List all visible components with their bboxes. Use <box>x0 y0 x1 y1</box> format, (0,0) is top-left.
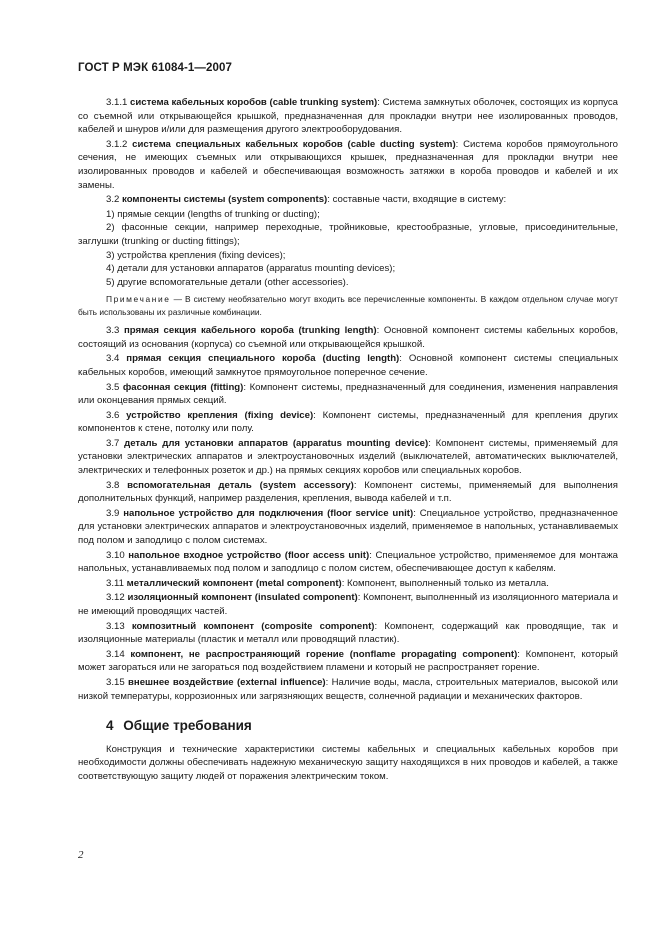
term: система специальных кабельных коробов (cable ducting system) <box>132 138 456 150</box>
clause-number: 3.14 <box>106 648 125 660</box>
definition-text: : Система замкнутых оболочек, состоящих из корпуса со съемной или открывающейся крышкой, предназначенная для прокладки внутри нее изолированных проводов, кабелей и шнуров и/или для размещения другого электрооборудования. <box>78 97 618 136</box>
term: устройство крепления (fixing device) <box>126 409 314 421</box>
term: фасонная секция (fitting) <box>122 381 244 393</box>
definition-3-6 <box>78 409 618 436</box>
clause-number: 3.5 <box>106 381 120 393</box>
definition-3-1-1 <box>78 96 618 137</box>
list-item: 5) другие вспомогательные детали (other accessories). <box>106 276 349 288</box>
definition-text: : составные части, входящие в систему: <box>327 194 507 206</box>
clause-number: 3.9 <box>106 507 120 519</box>
definition-3-10 <box>78 549 618 576</box>
list-item: 4) детали для установки аппаратов (apparatus mounting devices); <box>106 263 396 275</box>
clause-number: 3.15 <box>106 676 125 688</box>
document-header: ГОСТ Р МЭК 61084-1—2007 <box>78 62 232 74</box>
definition-text: : Компонент системы, применяемый для установки электрических аппаратов и электроустановочных изделий (выключателей, автоматических выключателей, электрических и телефонных розеток и др.) на прямых секциях коробов или специальных коробов. <box>78 437 618 477</box>
note-text: — В систему необязательно могут входить все перечисленные компоненты. В каждом отдельном случае могут быть использованы их различные комбинации. <box>78 294 618 317</box>
clause-number: 3.10 <box>106 549 125 561</box>
list-item: 2) фасонные секции, например переходные, тройниковые, крестообразные, угловые, присоединительные, заглушки (trunking or ducting fittings); <box>78 222 618 247</box>
definition-text: : Основной компонент системы специальных кабельных коробов, имеющий замкнутое прямоугольное поперечное сечение. <box>78 353 618 378</box>
note <box>78 293 618 318</box>
definition-text: : Компонент системы, предназначенный для крепления других компонентов к стене, потолку или полу. <box>78 409 618 435</box>
definition-text: : Основной компонент системы кабельных коробов, состоящий из основания (корпуса) со съемной или открывающейся крышкой. <box>78 325 618 350</box>
term: компоненты системы (system components) <box>122 194 328 206</box>
term: деталь для установки аппаратов (apparatus mounting device) <box>124 437 429 449</box>
definition-text: : Специальное устройство, применяемое для монтажа напольных, устанавливаемых под полом и заподлицо с полом систем, обеспечивающее доступ к кабелям. <box>78 549 618 575</box>
section-heading <box>106 719 618 733</box>
definition-3-3 <box>78 324 618 351</box>
list-item: 3) устройства крепления (fixing devices); <box>106 249 286 261</box>
definition-3-5 <box>78 381 618 408</box>
definition-text: : Специальное устройство, предназначенное для установки электрических аппаратов и электроустановочных изделий, применяемое в напольных, устанавливаемых под полом и заподлицо с полом системах. <box>78 507 618 547</box>
definition-text: : Компонент, содержащий как проводящие, так и изоляционные материалы (пластик и металл или проводящий пластик). <box>78 620 618 646</box>
definition-3-1-2 <box>78 138 618 192</box>
document-body <box>78 96 618 785</box>
term: внешнее воздействие (external influence) <box>128 676 326 688</box>
clause-number: 3.8 <box>106 479 120 491</box>
term: напольное устройство для подключения (floor service unit) <box>123 507 414 519</box>
definition-3-7 <box>78 437 618 478</box>
definition-3-8 <box>78 479 618 506</box>
term: прямая секция специального короба (ducting length) <box>126 353 400 365</box>
clause-number: 3.1.2 <box>106 138 128 150</box>
definition-3-9 <box>78 507 618 548</box>
definition-text: : Наличие воды, масла, строительных материалов, высокой или низкой температуры, коррозионных или загрязняющих веществ, солнечной радиации и механических факторов. <box>78 676 618 702</box>
clause-number: 3.1.1 <box>106 97 128 108</box>
term: напольное входное устройство (floor access unit) <box>128 549 370 561</box>
definition-3-11 <box>78 577 618 591</box>
clause-number: 3.4 <box>106 353 120 365</box>
term: компонент, не распространяющий горение (nonflame propagating component) <box>130 648 518 660</box>
definition-text: : Компонент, который может загораться или не загораться под воздействием пламени и который не распространяет горение. <box>78 648 618 674</box>
term: система кабельных коробов (cable trunking system) <box>130 97 378 108</box>
term: вспомогательная деталь (system accessory) <box>127 479 354 491</box>
definition-3-13 <box>78 620 618 647</box>
clause-number: 3.2 <box>106 194 120 206</box>
note-label: Примечание <box>106 294 171 305</box>
clause-number: 3.11 <box>106 577 124 589</box>
definition-3-14 <box>78 648 618 675</box>
clause-number: 3.3 <box>106 325 120 337</box>
page-number: 2 <box>78 849 84 861</box>
definition-text: : Компонент системы, применяемый для выполнения дополнительных функций, например разделения, крепления, вывода кабелей и т.п. <box>78 479 618 505</box>
definition-3-15 <box>78 676 618 703</box>
term: изоляционный компонент (insulated component) <box>127 592 358 604</box>
term: прямая секция кабельного короба (trunking length) <box>123 325 377 337</box>
clause-number: 3.6 <box>106 409 120 421</box>
clause-number: 3.7 <box>106 437 120 449</box>
definition-3-4 <box>78 352 618 379</box>
term: композитный компонент (composite component) <box>131 620 375 632</box>
clause-number: 3.13 <box>106 620 125 632</box>
definition-text: : Компонент, выполненный только из металла. <box>341 577 549 589</box>
section-paragraph: Конструкция и технические характеристики системы кабельных и специальных кабельных коробов при необходимости должны обеспечивать надежную механическую защиту находящихся в них проводов и кабелей, а также соответствующую защиту людей от поражения электрическим током. <box>78 743 618 782</box>
section-number: 4 <box>106 718 114 734</box>
definition-text: : Компонент системы, предназначенный для соединения, изменения направления или оконцевания прямых секций. <box>78 381 618 407</box>
term: металлический компонент (metal component) <box>126 577 342 589</box>
definition-text: : Система коробов прямоугольного сечения, не имеющих съемных или открывающихся крышек, предназначенная для прокладки внутри нее изолированных проводов и кабелей и обеспечивающая возможность затяжки в короба проводов и кабелей и их замены. <box>78 138 619 191</box>
definition-3-12 <box>78 591 618 618</box>
definition-text: : Компонент, выполненный из изоляционного материала и не имеющий проводящих частей. <box>78 592 619 617</box>
clause-number: 3.12 <box>106 592 125 604</box>
section-title: Общие требования <box>123 718 252 734</box>
definition-3-2 <box>78 193 618 207</box>
list-item: 1) прямые секции (lengths of trunking or ducting); <box>106 208 320 220</box>
